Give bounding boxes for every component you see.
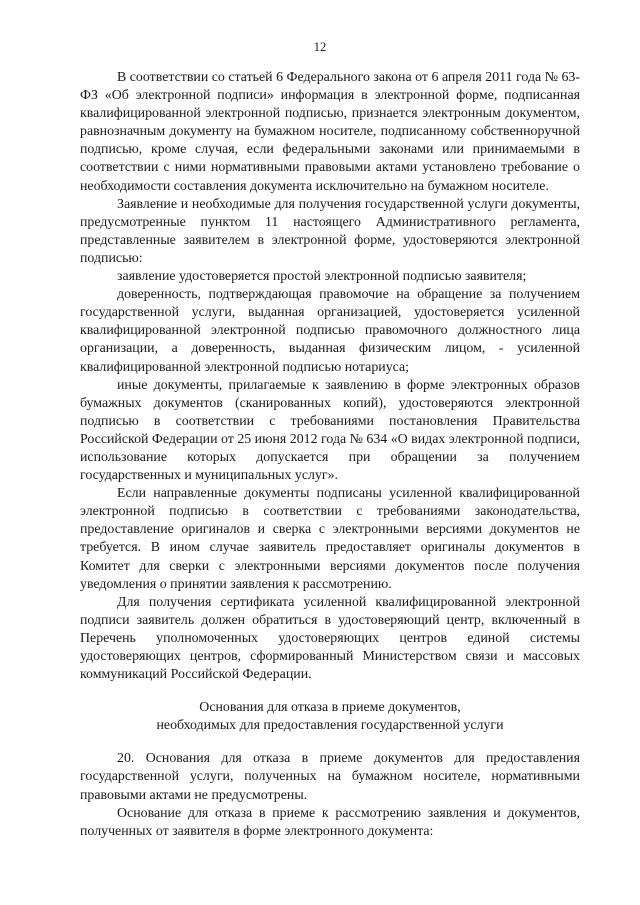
section-heading-line-1: Основания для отказа в приеме документов, (199, 700, 461, 716)
paragraph-other-documents: иные документы, прилагаемые к заявлению в форме электронных образов бумажных документов (сканированных копий), удостоверяются электронной подписью в соответствии с требованиями постановления Правительства Российской Федерации от 25 июня 2012 года № 634 «О видах электронной подписи, использование которых допускается при обращении за получением государственных и муниципальных услуг». (80, 377, 580, 484)
section-heading (80, 699, 580, 735)
page-number: 12 (313, 40, 327, 54)
paragraph-refusal-grounds-electronic: Основание для отказа в приеме к рассмотрению заявления и документов, полученных от заявителя в форме электронного документа: (80, 805, 580, 839)
paragraph-electronic-signature-law: В соответствии со статьей 6 Федерального закона от 6 апреля 2011 года № 63-ФЗ «Об электронной подписи» информация в электронной форме, подписанная квалифицированной электронной подписью, признается электронным документом, равнозначным документу на бумажном носителе, подписанному собственноручной подписью, кроме случая, если федеральными законами или принимаемыми в соответствии с ними нормативными правовыми актами установлено требование о необходимости составления документа исключительно на бумажном носителе. (80, 70, 580, 194)
paragraph-certificate: Для получения сертификата усиленной квалифицированной электронной подписи заявитель должен обратиться в удостоверяющий центр, включенный в Перечень уполномоченных удостоверяющих центров единой системы удостоверяющих центров, сформированный Министерством связи и массовых коммуникаций Российской Федерации. (80, 594, 580, 683)
paragraph-power-of-attorney: доверенность, подтверждающая правомочие на обращение за получением государственной услуги, выданная организацией, удостоверяется усиленной квалифицированной электронной подписью правомочного должностного лица организации, а доверенность, выданная физическим лицом, - усиленной квалифицированной электронной подписью нотариуса; (80, 287, 580, 375)
section-heading-line-2: необходимых для предоставления государственной услуги (156, 718, 504, 734)
paragraph-application-documents: Заявление и необходимые для получения государственной услуги документы, предусмотренные пунктом 11 настоящего Административного регламента, представленные заявителем в электронной форме, удостоверяются электронной подписью: (80, 196, 580, 266)
document-body (80, 69, 580, 841)
paragraph-item-20: 20. Основания для отказа в приеме документов для предоставления государственной услуги, полученных на бумажном носителе, нормативными правовыми актами не предусмотрены. (80, 751, 580, 803)
paragraph-originals-verification: Если направленные документы подписаны усиленной квалифицированной электронной подписью в соответствии с требованиями законодательства, предоставление оригиналов и сверка с электронными версиями документов не требуется. В ином случае заявитель предоставляет оригиналы документов в Комитет для сверки с электронными версиями документов после получения уведомления о принятии заявления к рассмотрению. (80, 486, 580, 592)
paragraph-simple-signature: заявление удостоверяется простой электронной подписью заявителя; (117, 269, 527, 285)
